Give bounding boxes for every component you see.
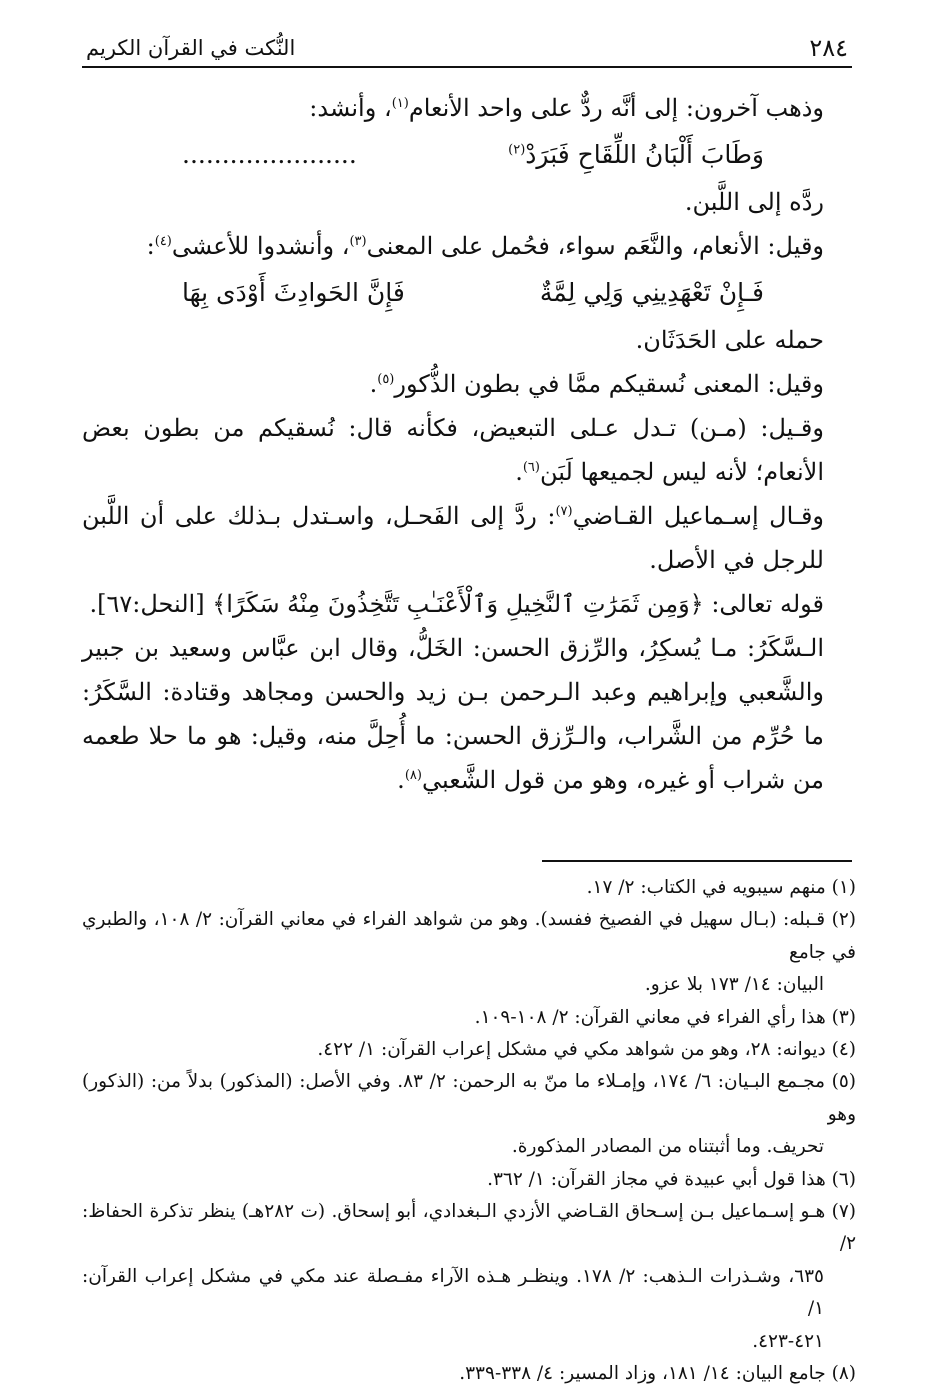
footnote-ref: (٤) [154, 234, 172, 249]
verse-ellipsis: ...................... [182, 140, 357, 169]
footnote-2-continuation: البيان: ١٤/ ١٧٣ بلا عزو. [644, 974, 824, 996]
verse-2 [82, 268, 824, 318]
paragraph-text: وقيل: الأنعام، والنَّعَم سواء، فحُمل على المعنى [366, 232, 824, 260]
paragraph-text: ، وأنشد: [309, 94, 392, 122]
paragraph-text: قوله تعالى: [703, 590, 824, 618]
verse-hemistich-second: فَإِنَّ الحَوادِثَ أَوْدَى بِهَا [182, 278, 405, 307]
footnote-7-continuation-2: ٤٢١-٤٢٣. [752, 1330, 824, 1352]
footnote-separator [542, 860, 852, 862]
footnote-7-continuation: ٦٣٥، وشـذرات الـذهب: ٢/ ١٧٨. وينظـر هـذه الآراء مفـصلة عند مكي في مشكل إعراب القرآن: ١/ [82, 1265, 824, 1320]
footnote-ref: (١) [391, 96, 409, 111]
paragraph-7 [82, 494, 824, 582]
verse-1 [82, 130, 824, 180]
paragraph-text: وذهب آخرون: إلى أنَّه ردٌّ على واحد الأنعام [408, 94, 824, 122]
footnote-3: (٣) هذا رأي الفراء في معاني القرآن: ٢/ ١٠٨-١٠٩. [474, 1006, 856, 1028]
paragraph-text: . [397, 766, 405, 794]
paragraph-1 [82, 86, 824, 130]
footnote-ref: (٨) [404, 768, 422, 783]
paragraph-3 [82, 224, 824, 268]
paragraph-text: الـسَّكَرُ: مـا يُسكِرُ، والرِّزق الحسن: الخَلُّ، وقال ابن عبَّاس وسعيد بن جبير والشَّعبي وإبراهيم وعبد الـرحمن بـن زيد والحسن ومجاهد وقتادة: السَّكَرُ: ما حُرِّم من الشَّراب، والـرِّزق الحسن: ما أُحِلَّ منه، وقيل: هو ما حلا طعمه من شراب أو غيره، وهو من قول الشَّعبي [82, 634, 825, 794]
footnotes [82, 872, 856, 1391]
paragraph-text: وقـيل: (مـن) تـدل عـلى التبعيض، فكأنه قال: نُسقيكم من بطون بعض الأنعام؛ لأنه ليس لجميعها لَبَن [82, 414, 824, 486]
footnote-ref: (٥) [377, 372, 395, 387]
footnote-ref: (٦) [522, 460, 540, 475]
running-title: النُّكت في القرآن الكريم [86, 36, 296, 60]
main-text [82, 86, 824, 802]
paragraph-8 [82, 582, 824, 626]
footnote-2: (٢) قـبله: (بـال سهيل في الفصيخ ففسد). وهو من شواهد الفراء في معاني القرآن: ٢/ ١٠٨، والطبري في جامع [82, 909, 856, 963]
paragraph-text: . [369, 370, 378, 398]
footnote-5: (٥) مجـمع البـيان: ٦/ ١٧٤، وإمـلاء ما منّ به الرحمن: ٢/ ٨٣. وفي الأصل: (المذكور) بدلاً من: (الذكور) وهو [82, 1071, 856, 1125]
paragraph-text: ، وأنشدوا للأعشى [171, 232, 350, 260]
paragraph-9 [82, 626, 824, 802]
verse-hemistich-first: فَـإِنْ تَعْهَدِينِي وَلِي لِمَّةٌ [539, 278, 764, 307]
page-header [82, 30, 852, 68]
page-number: ٢٨٤ [809, 34, 848, 62]
footnote-1: (١) منهم سيبويه في الكتاب: ٢/ ١٧. [586, 877, 856, 898]
paragraph-text: : [146, 232, 155, 260]
paragraph-text: وقيل: المعنى نُسقيكم ممَّا في بطون الذُّكور [394, 370, 824, 398]
footnote-8: (٨) جامع البيان: ١٤/ ١٨١، وزاد المسير: ٤/ ٣٣٨-٣٣٩. [459, 1363, 856, 1385]
footnote-7: (٧) هـو إسـماعيل بـن إسـحاق القـاضي الأزدي الـبغدادي، أبو إسحاق. (ت ٢٨٢هـ) ينظر تذكرة الحفاظ: ٢/ [82, 1201, 856, 1255]
surah-reference: [النحل:٦٧]. [89, 590, 213, 618]
paragraph-text: : ردَّ إلى الفَحـل، واسـتدل بـذلك على أن اللَّبن للرجل في الأصل. [82, 502, 824, 574]
footnote-ref: (٣) [349, 234, 367, 249]
verse-text: وَطَابَ أَلْبَانُ اللِّقَاحِ فَبَرَدْ [525, 140, 764, 169]
quran-verse: ﴿وَمِن ثَمَرَٰتِ ٱلنَّخِيلِ وَٱلْأَعْنَـٰبِ تَتَّخِذُونَ مِنْهُ سَكَرًا﴾ [212, 590, 704, 618]
footnote-ref: (٢) [508, 142, 526, 158]
paragraph-text: وقـال إسـماعيل القـاضي [572, 502, 825, 530]
footnote-4: (٤) ديوانه: ٢٨، وهو من شواهد مكي في مشكل إعراب القرآن: ١/ ٤٢٢. [317, 1039, 856, 1061]
paragraph-text: . [515, 458, 523, 486]
footnote-6: (٦) هذا قول أبي عبيدة في مجاز القرآن: ١/ ٣٦٢. [487, 1168, 856, 1190]
footnote-5-continuation: تحريف. وما أثبتناه من المصادر المذكورة. [511, 1136, 824, 1158]
paragraph-6 [82, 406, 824, 494]
paragraph-2: ردَّه إلى اللَّبن. [684, 188, 824, 216]
paragraph-5 [82, 362, 824, 406]
paragraph-4: حمله على الحَدَثَان. [635, 326, 824, 354]
footnote-ref: (٧) [555, 504, 573, 519]
verse-hemistich [508, 130, 824, 180]
